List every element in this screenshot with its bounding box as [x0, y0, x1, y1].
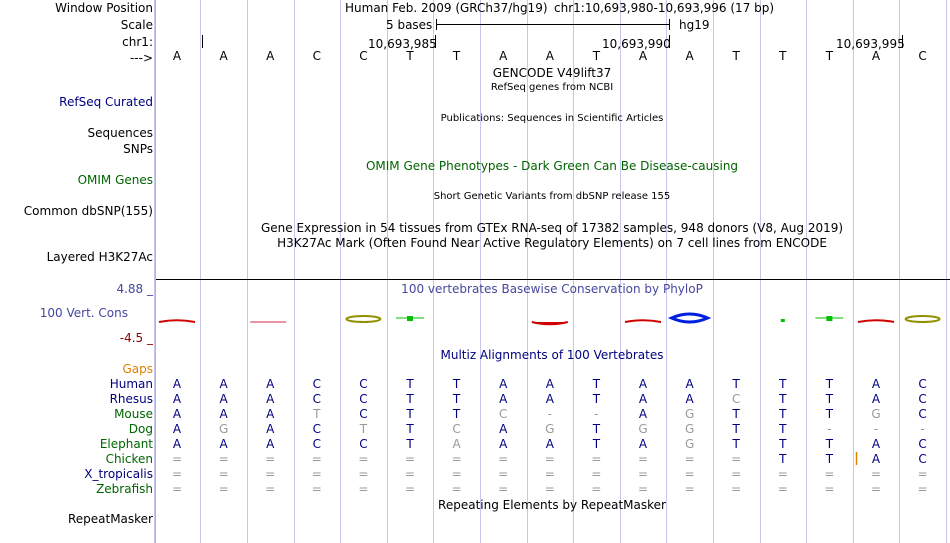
alignment-base: =	[171, 452, 183, 466]
reference-base: A	[638, 49, 648, 63]
alignment-base: G	[218, 422, 229, 436]
alignment-base: =	[591, 452, 602, 466]
alignment-base: T	[825, 437, 834, 451]
alignment-base: =	[544, 467, 555, 481]
alignment-base: T	[359, 422, 368, 436]
alignment-base: =	[731, 467, 742, 481]
alignment-base: =	[777, 467, 788, 481]
publications-track-title[interactable]: Publications: Sequences in Scientific Articles	[440, 113, 664, 124]
alignment-base: A	[266, 377, 275, 391]
alignment-base: =	[358, 452, 369, 466]
reference-base: T	[406, 49, 414, 63]
alignment-base: T	[732, 407, 740, 421]
alignment-base: =	[824, 482, 835, 496]
alignment-base: =	[218, 467, 229, 481]
phylop-min-label: -4.5 _	[119, 331, 153, 345]
alignment-base: =	[311, 452, 322, 466]
alignment-base: T	[779, 377, 787, 391]
alignment-base: =	[451, 467, 462, 481]
species-label[interactable]: Elephant	[99, 437, 153, 451]
alignment-base: =	[358, 467, 369, 481]
alignment-base: A	[499, 392, 508, 406]
alignment-base: T	[732, 422, 740, 436]
alignment-base: T	[592, 422, 601, 436]
phylop-score-mark	[672, 314, 708, 322]
phylop-max-label: 4.88 _	[116, 282, 153, 296]
snps-track-label[interactable]: SNPs	[123, 142, 153, 156]
alignment-base: -	[547, 407, 552, 421]
alignment-base: G	[545, 422, 555, 436]
phylop-score-mark	[625, 320, 661, 322]
alignment-base: =	[171, 467, 183, 481]
alignment-base: T	[732, 377, 740, 391]
alignment-base: =	[731, 482, 742, 496]
alignment-base: A	[499, 377, 508, 391]
alignment-base: A	[172, 407, 182, 421]
alignment-base: =	[637, 452, 649, 466]
alignment-base: =	[684, 482, 695, 496]
alignment-base: A	[266, 437, 275, 451]
omim-track-title[interactable]: OMIM Gene Phenotypes - Dark Green Can Be Disease-causing	[365, 159, 739, 173]
alignment-base: G	[638, 422, 648, 436]
alignment-base: A	[219, 407, 228, 421]
alignment-base: A	[871, 452, 881, 466]
chrom-label: chr1:	[122, 35, 153, 49]
alignment-base: A	[266, 392, 275, 406]
alignment-base: A	[499, 437, 508, 451]
window-position-label: Window Position	[55, 1, 153, 15]
alignment-base: =	[731, 452, 742, 466]
alignment-base: A	[638, 437, 648, 451]
reference-base: T	[452, 49, 461, 63]
alignment-base: A	[871, 392, 881, 406]
alignment-base: C	[312, 377, 321, 391]
alignment-base: C	[312, 392, 321, 406]
alignment-base: G	[684, 407, 695, 421]
alignment-base: A	[219, 377, 228, 391]
alignment-base: T	[592, 392, 601, 406]
alignment-base: T	[779, 422, 787, 436]
alignment-base: C	[498, 407, 508, 421]
alignment-base: =	[870, 482, 882, 496]
phylop-score-mark	[858, 320, 894, 322]
omim-track-label[interactable]: OMIM Genes	[77, 173, 153, 187]
alignment-base: T	[406, 437, 414, 451]
ruler-tick-label: 10,693,990	[602, 37, 671, 51]
alignment-base: -	[873, 422, 879, 436]
alignment-base: A	[685, 377, 694, 391]
alignment-base: =	[404, 467, 416, 481]
alignment-base: G	[684, 422, 695, 436]
alignment-base: =	[637, 482, 649, 496]
alignment-base: =	[544, 452, 555, 466]
alignment-base: =	[684, 467, 695, 481]
alignment-base: =	[498, 467, 509, 481]
alignment-base: =	[218, 452, 229, 466]
alignment-base: A	[638, 392, 648, 406]
alignment-base: A	[266, 407, 275, 421]
alignment-base: A	[172, 422, 182, 436]
phylop-track-label[interactable]: 100 Vert. Cons	[39, 306, 128, 320]
alignment-base: C	[312, 437, 321, 451]
alignment-base: =	[917, 467, 928, 481]
alignment-base: T	[825, 377, 834, 391]
alignment-base: =	[498, 482, 509, 496]
alignment-base: =	[218, 482, 229, 496]
alignment-base: A	[545, 392, 554, 406]
alignment-base: C	[359, 407, 368, 421]
alignment-base: A	[172, 392, 182, 406]
alignment-base: T	[825, 452, 834, 466]
alignment-base: =	[451, 452, 462, 466]
phylop-score-mark	[532, 322, 568, 324]
reference-base: A	[499, 49, 508, 63]
alignment-base: T	[452, 377, 461, 391]
alignment-base: T	[406, 407, 414, 421]
reference-base: T	[592, 49, 601, 63]
alignment-base: =	[451, 482, 462, 496]
alignment-base: =	[358, 482, 369, 496]
alignment-base: =	[265, 452, 276, 466]
strand-toggle[interactable]: --->	[129, 51, 153, 65]
alignment-base: =	[265, 467, 276, 481]
reference-base: T	[779, 49, 787, 63]
repeatmasker-track-label[interactable]: RepeatMasker	[67, 512, 153, 526]
refseq-track-label[interactable]: RefSeq Curated	[59, 95, 153, 109]
alignment-base: -	[827, 422, 832, 436]
reference-base: C	[359, 49, 368, 63]
gaps-track-label[interactable]: Gaps	[122, 362, 153, 376]
alignment-base: T	[592, 437, 601, 451]
phylop-score-mark	[906, 316, 940, 322]
alignment-base: T	[406, 422, 414, 436]
alignment-base: =	[637, 467, 649, 481]
alignment-base: T	[452, 392, 461, 406]
alignment-base: =	[777, 482, 788, 496]
species-label[interactable]: Rhesus	[109, 392, 153, 406]
alignment-base: A	[871, 377, 881, 391]
alignment-base: A	[545, 377, 554, 391]
phylop-track-title[interactable]: 100 vertebrates Basewise Conservation by PhyloP	[401, 282, 703, 296]
alignment-base: C	[359, 377, 368, 391]
alignment-base: C	[359, 437, 368, 451]
position-text: chr1:10,693,980-10,693,996 (17 bp)	[554, 1, 775, 15]
alignment-base: G	[684, 437, 695, 451]
alignment-base: =	[171, 482, 183, 496]
db-text: hg19	[679, 18, 710, 32]
phylop-score-mark	[346, 316, 380, 322]
alignment-base: T	[452, 407, 461, 421]
scale-label: Scale	[120, 18, 153, 32]
alignment-base: C	[452, 422, 461, 436]
alignment-base: A	[871, 437, 881, 451]
species-label[interactable]: X_tropicalis	[84, 467, 153, 481]
ruler-tick-label: 10,693,995	[836, 37, 905, 51]
alignment-base: C	[918, 437, 927, 451]
reference-base: C	[918, 49, 927, 63]
alignment-base: =	[544, 482, 555, 496]
species-label[interactable]: Mouse	[114, 407, 153, 421]
species-label[interactable]: Dog	[128, 422, 153, 436]
phylop-score-mark	[159, 320, 195, 322]
dbsnp-track-title[interactable]: Short Genetic Variants from dbSNP release 155	[433, 191, 671, 202]
alignment-base: T	[406, 377, 414, 391]
alignment-base: =	[265, 482, 276, 496]
alignment-base: A	[499, 422, 508, 436]
phylop-score-mark	[781, 319, 785, 322]
alignment-base: T	[779, 392, 787, 406]
alignment-base: =	[917, 482, 928, 496]
alignment-base: T	[825, 392, 834, 406]
alignment-base: -	[920, 422, 925, 436]
alignment-base: A	[545, 437, 554, 451]
alignment-base: =	[498, 452, 509, 466]
alignment-base: =	[684, 452, 695, 466]
alignment-base: =	[311, 467, 322, 481]
alignment-base: A	[638, 407, 648, 421]
alignment-base: =	[404, 482, 416, 496]
alignment-base: C	[731, 392, 741, 406]
alignment-base: -	[594, 407, 599, 421]
alignment-base: C	[918, 377, 927, 391]
alignment-base: =	[591, 467, 602, 481]
reference-base: A	[871, 49, 881, 63]
alignment-base: A	[638, 377, 648, 391]
alignment-base: T	[779, 452, 787, 466]
refseq-track-subtitle: RefSeq genes from NCBI	[490, 82, 614, 93]
alignment-base: A	[219, 437, 228, 451]
alignment-base: =	[404, 452, 416, 466]
gencode-track-title[interactable]: GENCODE V49lift37	[492, 66, 612, 80]
alignment-base: A	[452, 437, 461, 451]
alignment-base: C	[359, 392, 368, 406]
alignment-base: C	[918, 407, 927, 421]
alignment-base: A	[172, 437, 182, 451]
species-label[interactable]: Zebrafish	[96, 482, 153, 496]
h3k27ac-track-label[interactable]: Layered H3K27Ac	[46, 250, 153, 264]
reference-base: T	[825, 49, 834, 63]
scale-text: 5 bases	[386, 18, 433, 32]
alignment-base: T	[406, 392, 414, 406]
species-label[interactable]: Human	[109, 377, 153, 391]
alignment-base: C	[312, 422, 321, 436]
alignment-base: A	[266, 422, 275, 436]
alignment-base: T	[779, 407, 787, 421]
dbsnp-track-label[interactable]: Common dbSNP(155)	[23, 204, 153, 218]
reference-base: A	[219, 49, 228, 63]
h3k27ac-track-title[interactable]: H3K27Ac Mark (Often Found Near Active Regulatory Elements) on 7 cell lines from ENCODE	[277, 236, 827, 250]
species-label[interactable]: Chicken	[105, 452, 153, 466]
reference-base: C	[312, 49, 321, 63]
ruler-tick-label: 10,693,985	[368, 37, 437, 51]
reference-base: A	[685, 49, 694, 63]
repeatmasker-track-title[interactable]: Repeating Elements by RepeatMasker	[438, 498, 666, 512]
reference-base: A	[545, 49, 554, 63]
reference-base: T	[732, 49, 740, 63]
multiz-track-title[interactable]: Multiz Alignments of 100 Vertebrates	[440, 348, 664, 362]
alignment-base: A	[172, 377, 182, 391]
alignment-base: C	[918, 392, 927, 406]
alignment-base: G	[871, 407, 881, 421]
sequences-track-label[interactable]: Sequences	[87, 126, 153, 140]
assembly-text: Human Feb. 2009 (GRCh37/hg19)	[345, 1, 548, 15]
alignment-base: =	[311, 482, 322, 496]
alignment-base: C	[918, 452, 927, 466]
alignment-base: =	[824, 467, 835, 481]
alignment-base: A	[219, 392, 228, 406]
alignment-base: =	[870, 467, 882, 481]
alignment-base: =	[591, 482, 602, 496]
alignment-base: T	[779, 437, 787, 451]
reference-base: A	[172, 49, 182, 63]
reference-base: A	[266, 49, 275, 63]
alignment-base: T	[732, 437, 740, 451]
gtex-track-title[interactable]: Gene Expression in 54 tissues from GTEx RNA-seq of 17382 samples, 948 donors (V8, Aug 2019)	[260, 221, 844, 235]
alignment-base: T	[825, 407, 834, 421]
alignment-base: T	[313, 407, 321, 421]
alignment-base: T	[592, 377, 601, 391]
alignment-base: A	[685, 392, 694, 406]
